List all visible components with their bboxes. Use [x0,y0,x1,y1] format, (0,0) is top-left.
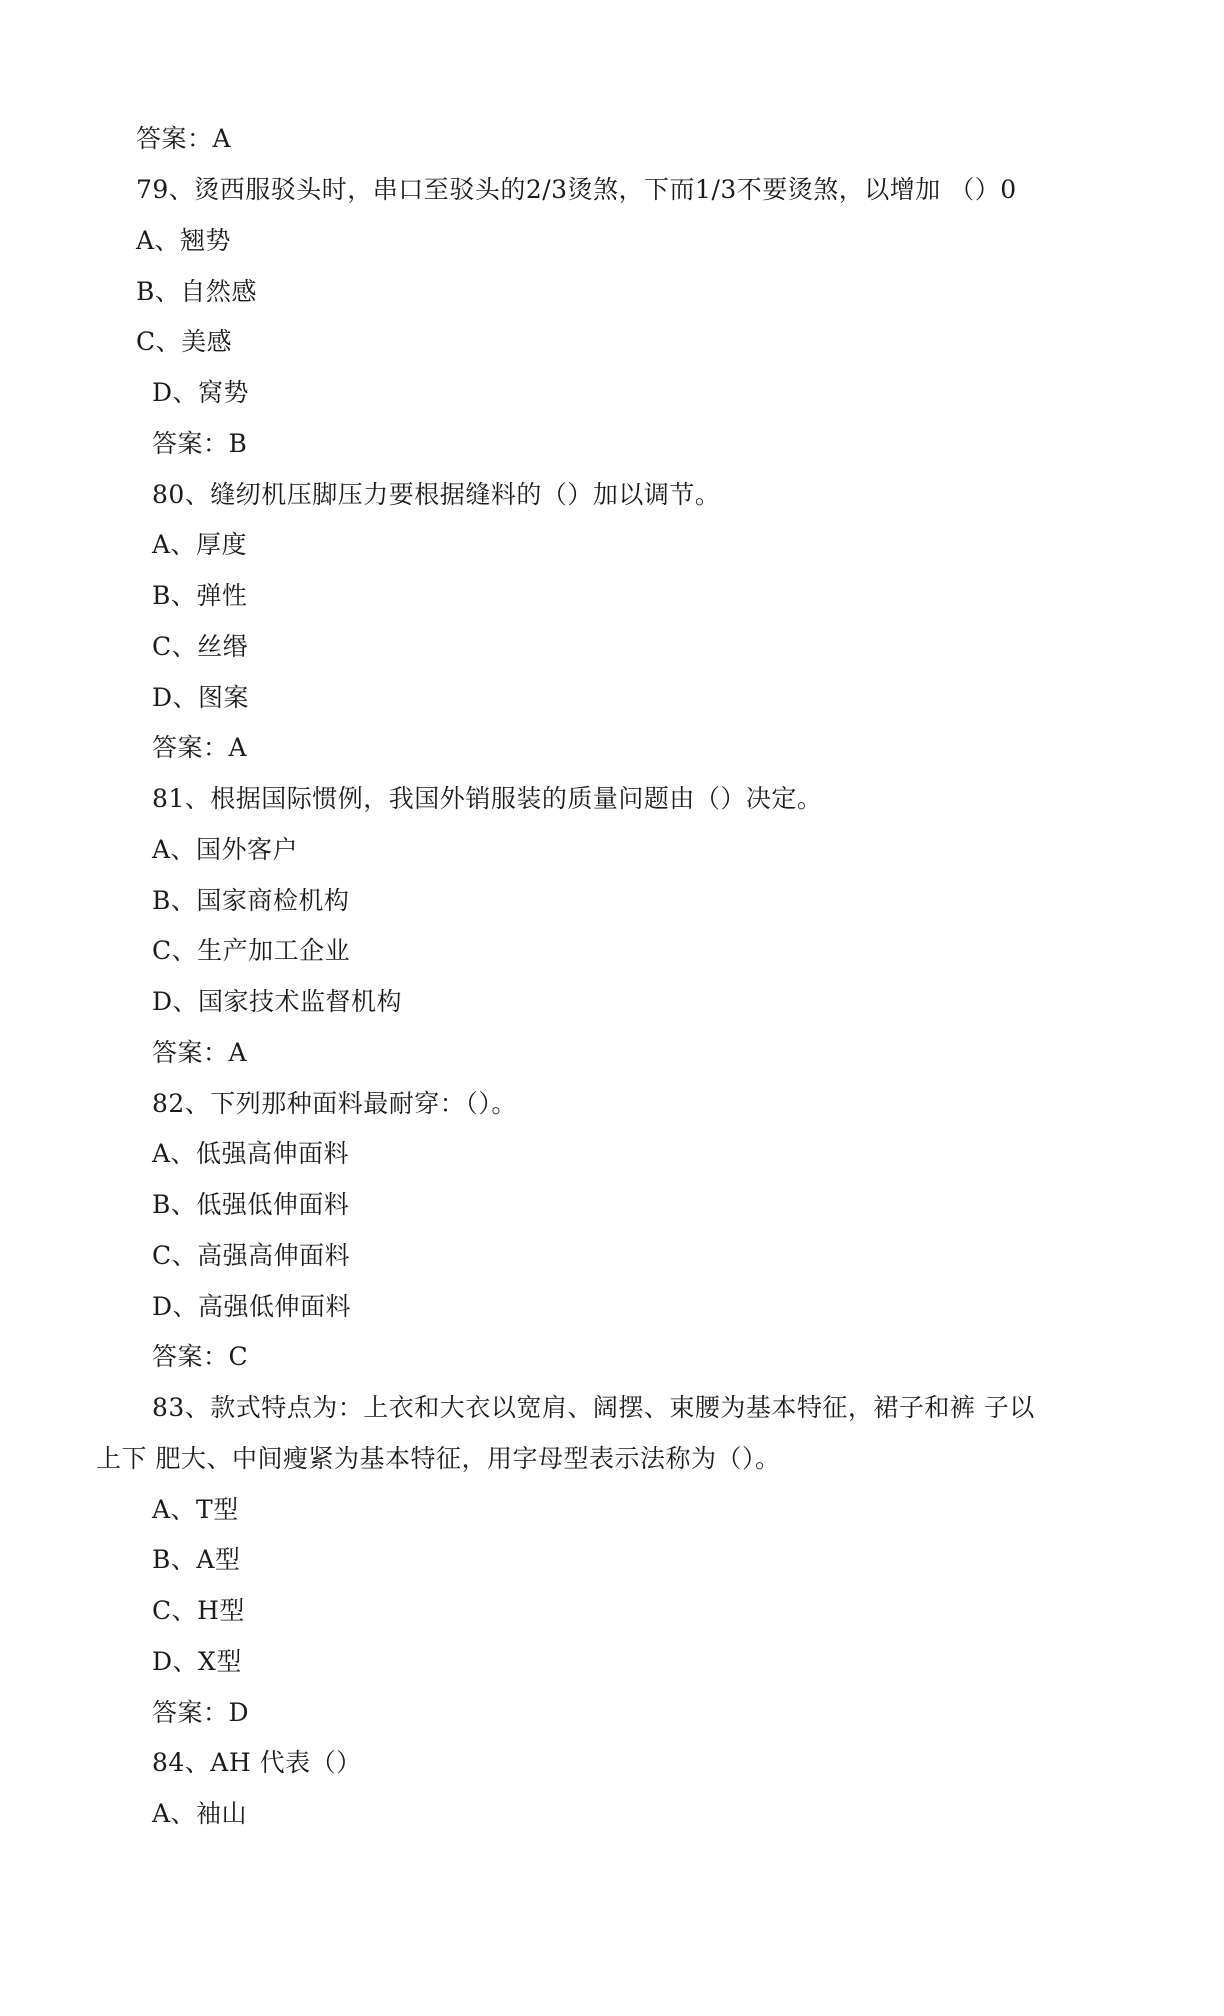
option-82-b: B、低强低伸面料 [152,1190,350,1219]
option-82-d: D、高强低伸面料 [152,1292,352,1321]
option-81-d: D、国家技术监督机构 [152,987,403,1016]
option-82-a: A、低强高伸面料 [152,1139,350,1168]
option-79-c: C、美感 [136,327,233,356]
question-81: 81、根据国际惯例，我国外销服装的质量问题由（）决定。 [152,784,823,813]
option-81-a: A、国外客户 [152,835,299,864]
option-83-a: A、T型 [152,1495,239,1524]
answer-79: 答案：B [152,429,248,458]
answer-81: 答案：A [152,1038,248,1067]
answer-78: 答案：A [136,124,232,153]
question-79: 79、烫西服驳头时，串口至驳头的2/3烫煞，下而1/3不要烫煞，以增加 （）0 [136,175,1017,204]
option-80-d: D、图案 [152,683,250,712]
option-82-c: C、高强高伸面料 [152,1241,351,1270]
option-84-a: A、袖山 [152,1799,248,1828]
question-80: 80、缝纫机压脚压力要根据缝料的（）加以调节。 [152,480,721,509]
answer-80: 答案：A [152,733,248,762]
option-79-d: D、窝势 [152,378,250,407]
answer-83: 答案：D [152,1698,250,1727]
option-80-b: B、弹性 [152,581,248,610]
option-79-b: B、自然感 [136,277,257,306]
option-79-a: A、翘势 [136,226,232,255]
question-84: 84、AH 代表（） [152,1748,362,1777]
option-83-c: C、H型 [152,1596,245,1625]
question-83-line-2: 上下 肥大、中间瘦紧为基本特征，用字母型表示法称为（）。 [96,1444,781,1473]
option-83-d: D、X型 [152,1647,242,1676]
option-81-b: B、国家商检机构 [152,886,350,915]
option-80-a: A、厚度 [152,530,248,559]
option-83-b: B、A型 [152,1545,241,1574]
question-82: 82、下列那种面料最耐穿：（）。 [152,1089,517,1118]
option-80-c: C、丝缗 [152,632,249,661]
question-83-line-1: 83、款式特点为：上衣和大衣以宽肩、阔摆、束腰为基本特征，裙子和裤 子以 [152,1393,1035,1422]
option-81-c: C、生产加工企业 [152,936,351,965]
answer-82: 答案：C [152,1342,249,1371]
